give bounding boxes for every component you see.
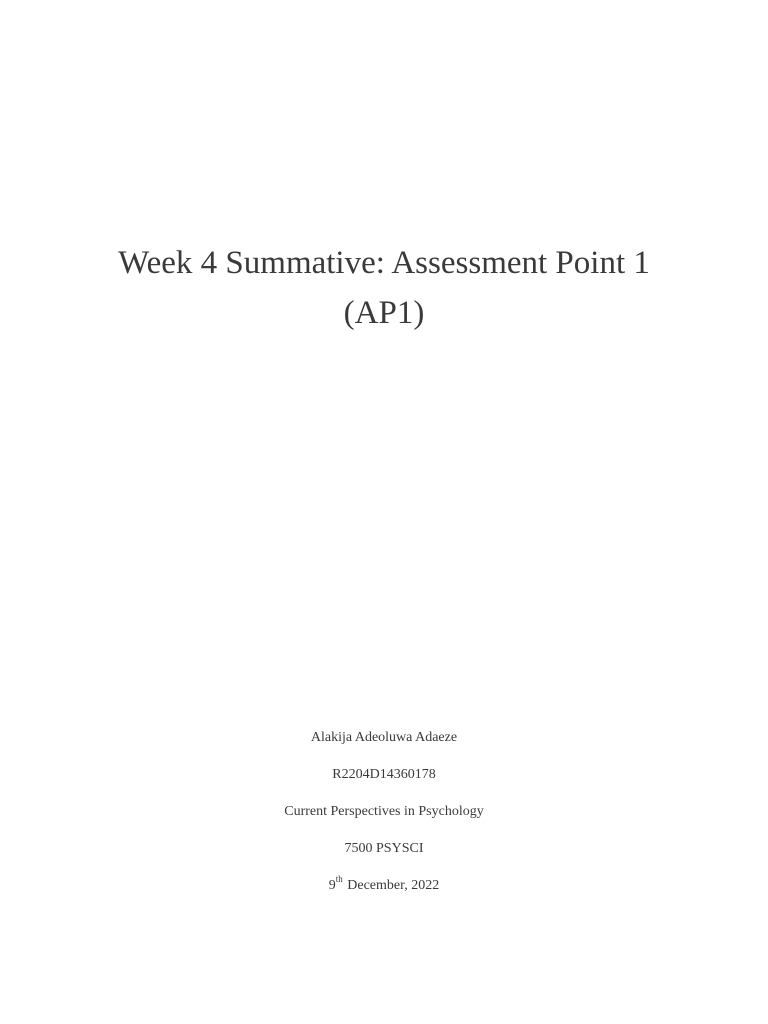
date-day: 9 [328, 878, 336, 893]
date-month-year: December, 2022 [343, 878, 440, 893]
submission-date [0, 874, 768, 895]
author-info-block [0, 729, 768, 914]
course-code: 7500 PSYSCI [344, 841, 424, 856]
document-title-line-2: (AP1) [343, 295, 425, 331]
student-id: R2204D14360178 [332, 767, 436, 782]
date-day-suffix: th [335, 874, 343, 885]
document-title-line-1: Week 4 Summative: Assessment Point 1 [118, 245, 650, 281]
course-title: Current Perspectives in Psychology [284, 804, 484, 819]
title-block [0, 238, 768, 338]
author-name: Alakija Adeoluwa Adaeze [310, 730, 458, 745]
